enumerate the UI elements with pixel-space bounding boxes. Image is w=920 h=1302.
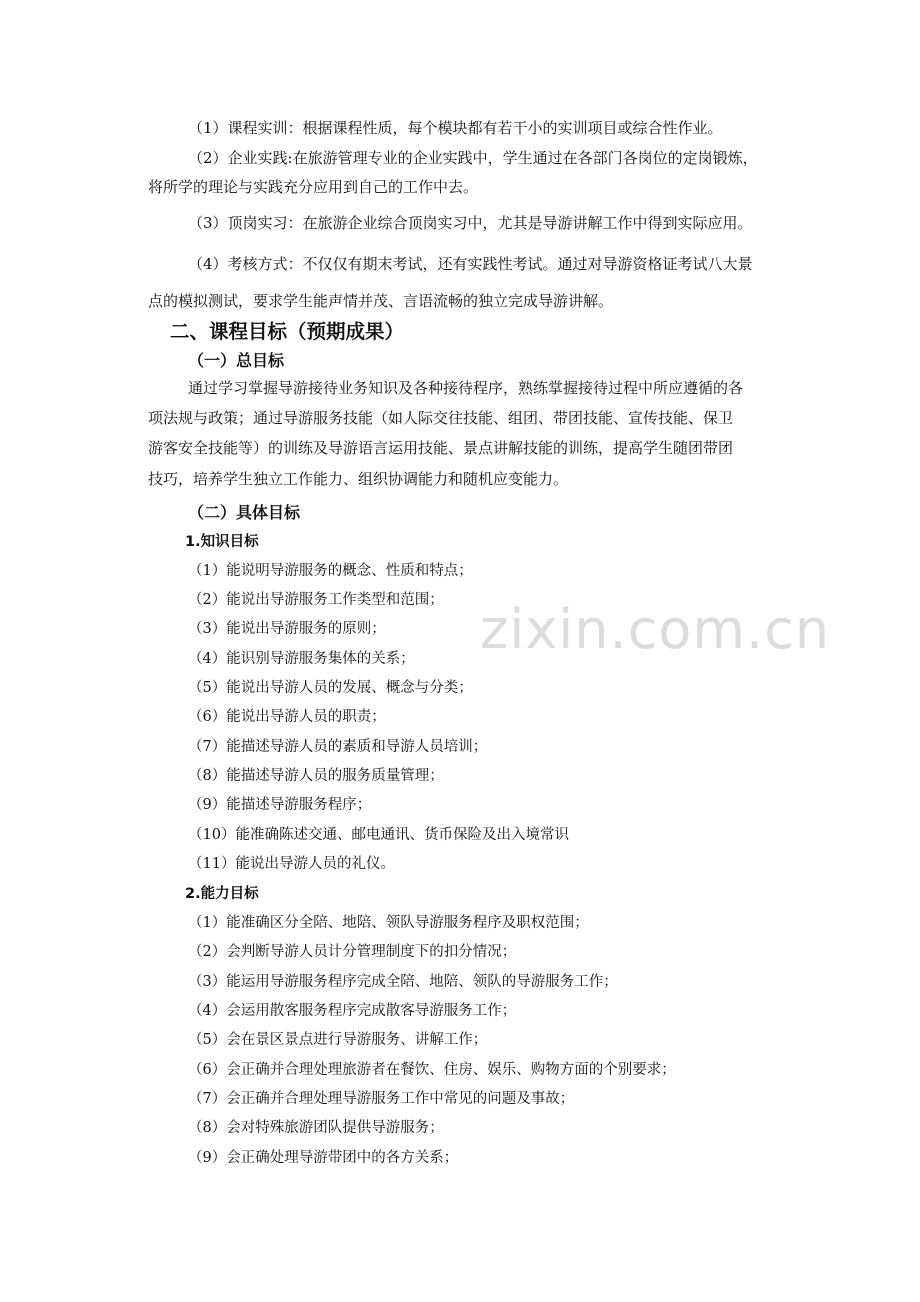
- section-heading-course-goals: 二、课程目标（预期成果）: [170, 320, 405, 343]
- heading-knowledge-goals: 1.知识目标: [185, 534, 259, 550]
- watermark: zixin.com.cn: [480, 598, 831, 661]
- list-item: （2）会判断导游人员计分管理制度下的扣分情况；: [188, 944, 517, 960]
- list-item: （6）能说出导游人员的职责；: [188, 709, 386, 725]
- heading-ability-goals: 2.能力目标: [185, 886, 259, 902]
- paragraph-assessment: （4）考核方式：不仅仅有期末考试，还有实践性考试。通过对导游资格证考试八大景: [188, 255, 753, 273]
- list-item: （1）能准确区分全陪、地陪、领队导游服务程序及职权范围；: [188, 915, 589, 931]
- overall-goal-line: 游客安全技能等）的训练及导游语言运用技能、景点讲解技能的训练，提高学生随团带团: [148, 439, 734, 457]
- list-item: （8）会对特殊旅游团队提供导游服务；: [188, 1120, 444, 1136]
- list-item: （7）会正确并合理处理导游服务工作中常见的问题及事故；: [188, 1091, 575, 1107]
- paragraph-enterprise-practice-cont: 将所学的理论与实践充分应用到自己的工作中去。: [148, 178, 479, 196]
- paragraph-course-training: （1）课程实训：根据课程性质，每个模块都有若干小的实训项目或综合性作业。: [188, 119, 723, 137]
- list-item: （10）能准确陈述交通、邮电通讯、货币保险及出入境常识: [188, 827, 569, 843]
- paragraph-enterprise-practice: （2）企业实践:在旅游管理专业的企业实践中，学生通过在各部门各岗位的定岗锻炼，: [188, 149, 758, 167]
- paragraph-assessment-cont: 点的模拟测试，要求学生能声情并茂、言语流畅的独立完成导游讲解。: [148, 292, 614, 310]
- subheading-overall-goal: （一）总目标: [188, 351, 285, 370]
- list-item: （9）会正确处理导游带团中的各方关系；: [188, 1150, 459, 1166]
- list-item: （5）能说出导游人员的发展、概念与分类；: [188, 680, 473, 696]
- list-item: （7）能描述导游人员的素质和导游人员培训；: [188, 739, 488, 755]
- paragraph-internship: （3）顶岗实习：在旅游企业综合顶岗实习中，尤其是导游讲解工作中得到实际应用。: [188, 214, 753, 232]
- overall-goal-line: 通过学习掌握导游接待业务知识及各种接待程序，熟练掌握接待过程中所应遵循的各: [188, 379, 744, 397]
- list-item: （11）能说出导游人员的礼仪。: [188, 856, 395, 872]
- list-item: （8）能描述导游人员的服务质量管理；: [188, 768, 444, 784]
- list-item: （5）会在景区景点进行导游服务、讲解工作；: [188, 1032, 488, 1048]
- list-item: （9）能描述导游服务程序；: [188, 797, 372, 813]
- list-item: （1）能说明导游服务的概念、性质和特点；: [188, 563, 473, 579]
- list-item: （4）会运用散客服务程序完成散客导游服务工作；: [188, 1003, 517, 1019]
- list-item: （3）能说出导游服务的原则；: [188, 621, 386, 637]
- list-item: （3）能运用导游服务程序完成全陪、地陪、领队的导游服务工作；: [188, 974, 618, 990]
- list-item: （6）会正确并合理处理旅游者在餐饮、住房、娱乐、购物方面的个别要求；: [188, 1062, 676, 1078]
- overall-goal-line: 技巧，培养学生独立工作能力、组织协调能力和随机应变能力。: [148, 470, 569, 488]
- list-item: （2）能说出导游服务工作类型和范围；: [188, 592, 444, 608]
- subheading-specific-goals: （二）具体目标: [188, 503, 301, 522]
- overall-goal-line: 项法规与政策；通过导游服务技能（如人际交往技能、组团、带团技能、宣传技能、保卫: [148, 409, 734, 427]
- list-item: （4）能识别导游服务集体的关系；: [188, 651, 415, 667]
